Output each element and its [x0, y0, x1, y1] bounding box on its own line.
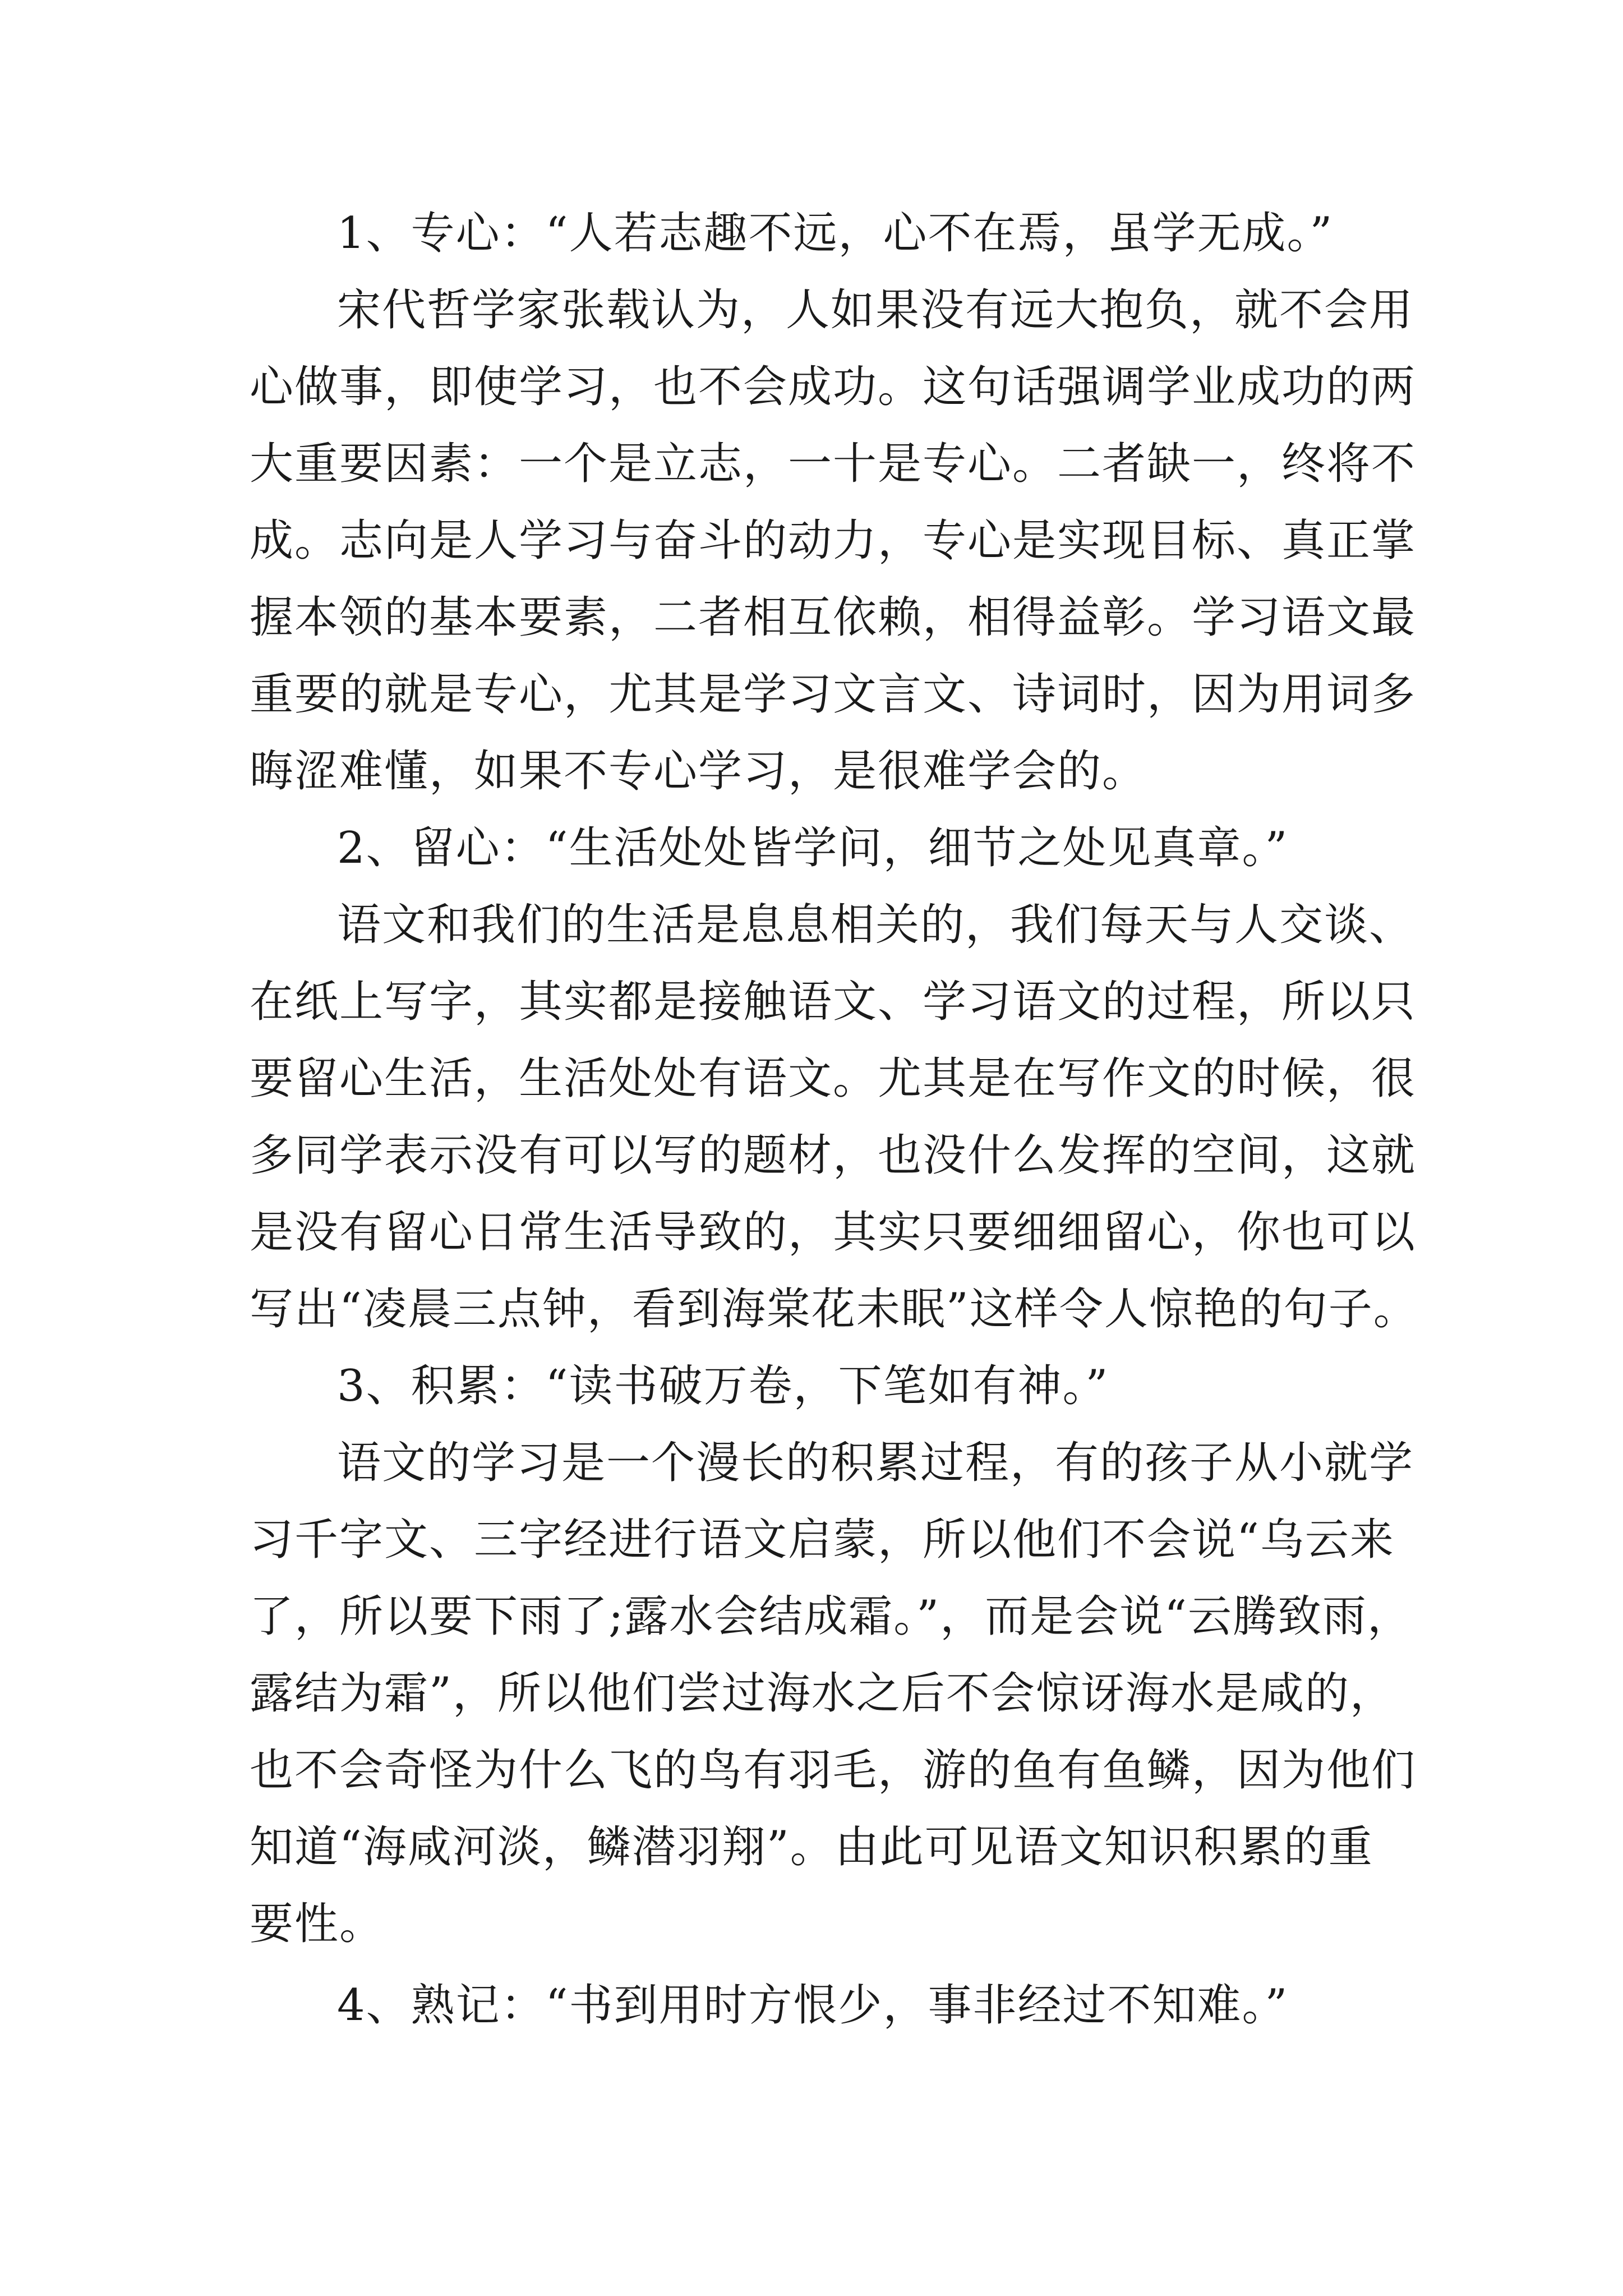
paragraph-line: 语文和我们的生活是息息相关的，我们每天与人交谈、 — [337, 900, 1414, 950]
paragraph-line: 也不会奇怪为什么飞的鸟有羽毛，游的鱼有鱼鳞，因为他们 — [250, 1745, 1417, 1796]
paragraph-line: 大重要因素：一个是立志，一十是专心。二者缺一，终将不 — [250, 439, 1417, 489]
heading-1-line: 1、专心：“人若志趣不远，心不在焉，虽学无成。” — [337, 208, 1334, 259]
heading-4-line: 4、熟记：“书到用时方恨少，事非经过不知难。” — [337, 1980, 1289, 2031]
paragraph-line: 是没有留心日常生活导致的，其实只要细细留心，你也可以 — [250, 1207, 1417, 1258]
paragraph-line: 知道“海咸河淡，鳞潜羽翔”。由此可见语文知识积累的重 — [250, 1822, 1373, 1872]
heading-3-line: 3、积累：“读书破万卷，下笔如有神。” — [337, 1361, 1109, 1411]
paragraph-line: 在纸上写字，其实都是接触语文、学习语文的过程，所以只 — [250, 977, 1417, 1027]
paragraph-line: 语文的学习是一个漫长的积累过程，有的孩子从小就学 — [337, 1438, 1414, 1488]
paragraph-line: 要留心生活，生活处处有语文。尤其是在写作文的时候，很 — [250, 1053, 1417, 1104]
paragraph-line: 握本领的基本要素，二者相互依赖，相得益彰。学习语文最 — [250, 592, 1417, 643]
paragraph-line: 晦涩难懂，如果不专心学习，是很难学会的。 — [250, 746, 1147, 797]
paragraph-line: 习千字文、三字经进行语文启蒙，所以他们不会说“乌云来 — [250, 1515, 1395, 1565]
paragraph-line: 成。志向是人学习与奋斗的动力，专心是实现目标、真正掌 — [250, 516, 1417, 566]
paragraph-line: 重要的就是专心，尤其是学习文言文、诗词时，因为用词多 — [250, 669, 1417, 720]
paragraph-line: 露结为霜”，所以他们尝过海水之后不会惊讶海水是咸的， — [250, 1668, 1395, 1719]
paragraph-line: 多同学表示没有可以写的题材，也没什么发挥的空间，这就 — [250, 1130, 1417, 1181]
heading-2-line: 2、留心：“生活处处皆学问，细节之处见真章。” — [337, 823, 1289, 873]
paragraph-line: 写出“凌晨三点钟，看到海棠花未眠”这样令人惊艳的句子。 — [250, 1284, 1418, 1335]
document-body — [250, 195, 1418, 2044]
paragraph-line: 宋代哲学家张载认为，人如果没有远大抱负，就不会用 — [337, 285, 1414, 335]
paragraph-line: 了，所以要下雨了;露水会结成霜。”，而是会说“云腾致雨， — [250, 1591, 1413, 1642]
paragraph-line: 心做事，即使学习，也不会成功。这句话强调学业成功的两 — [250, 362, 1417, 412]
paragraph-line: 要性。 — [250, 1899, 385, 1949]
